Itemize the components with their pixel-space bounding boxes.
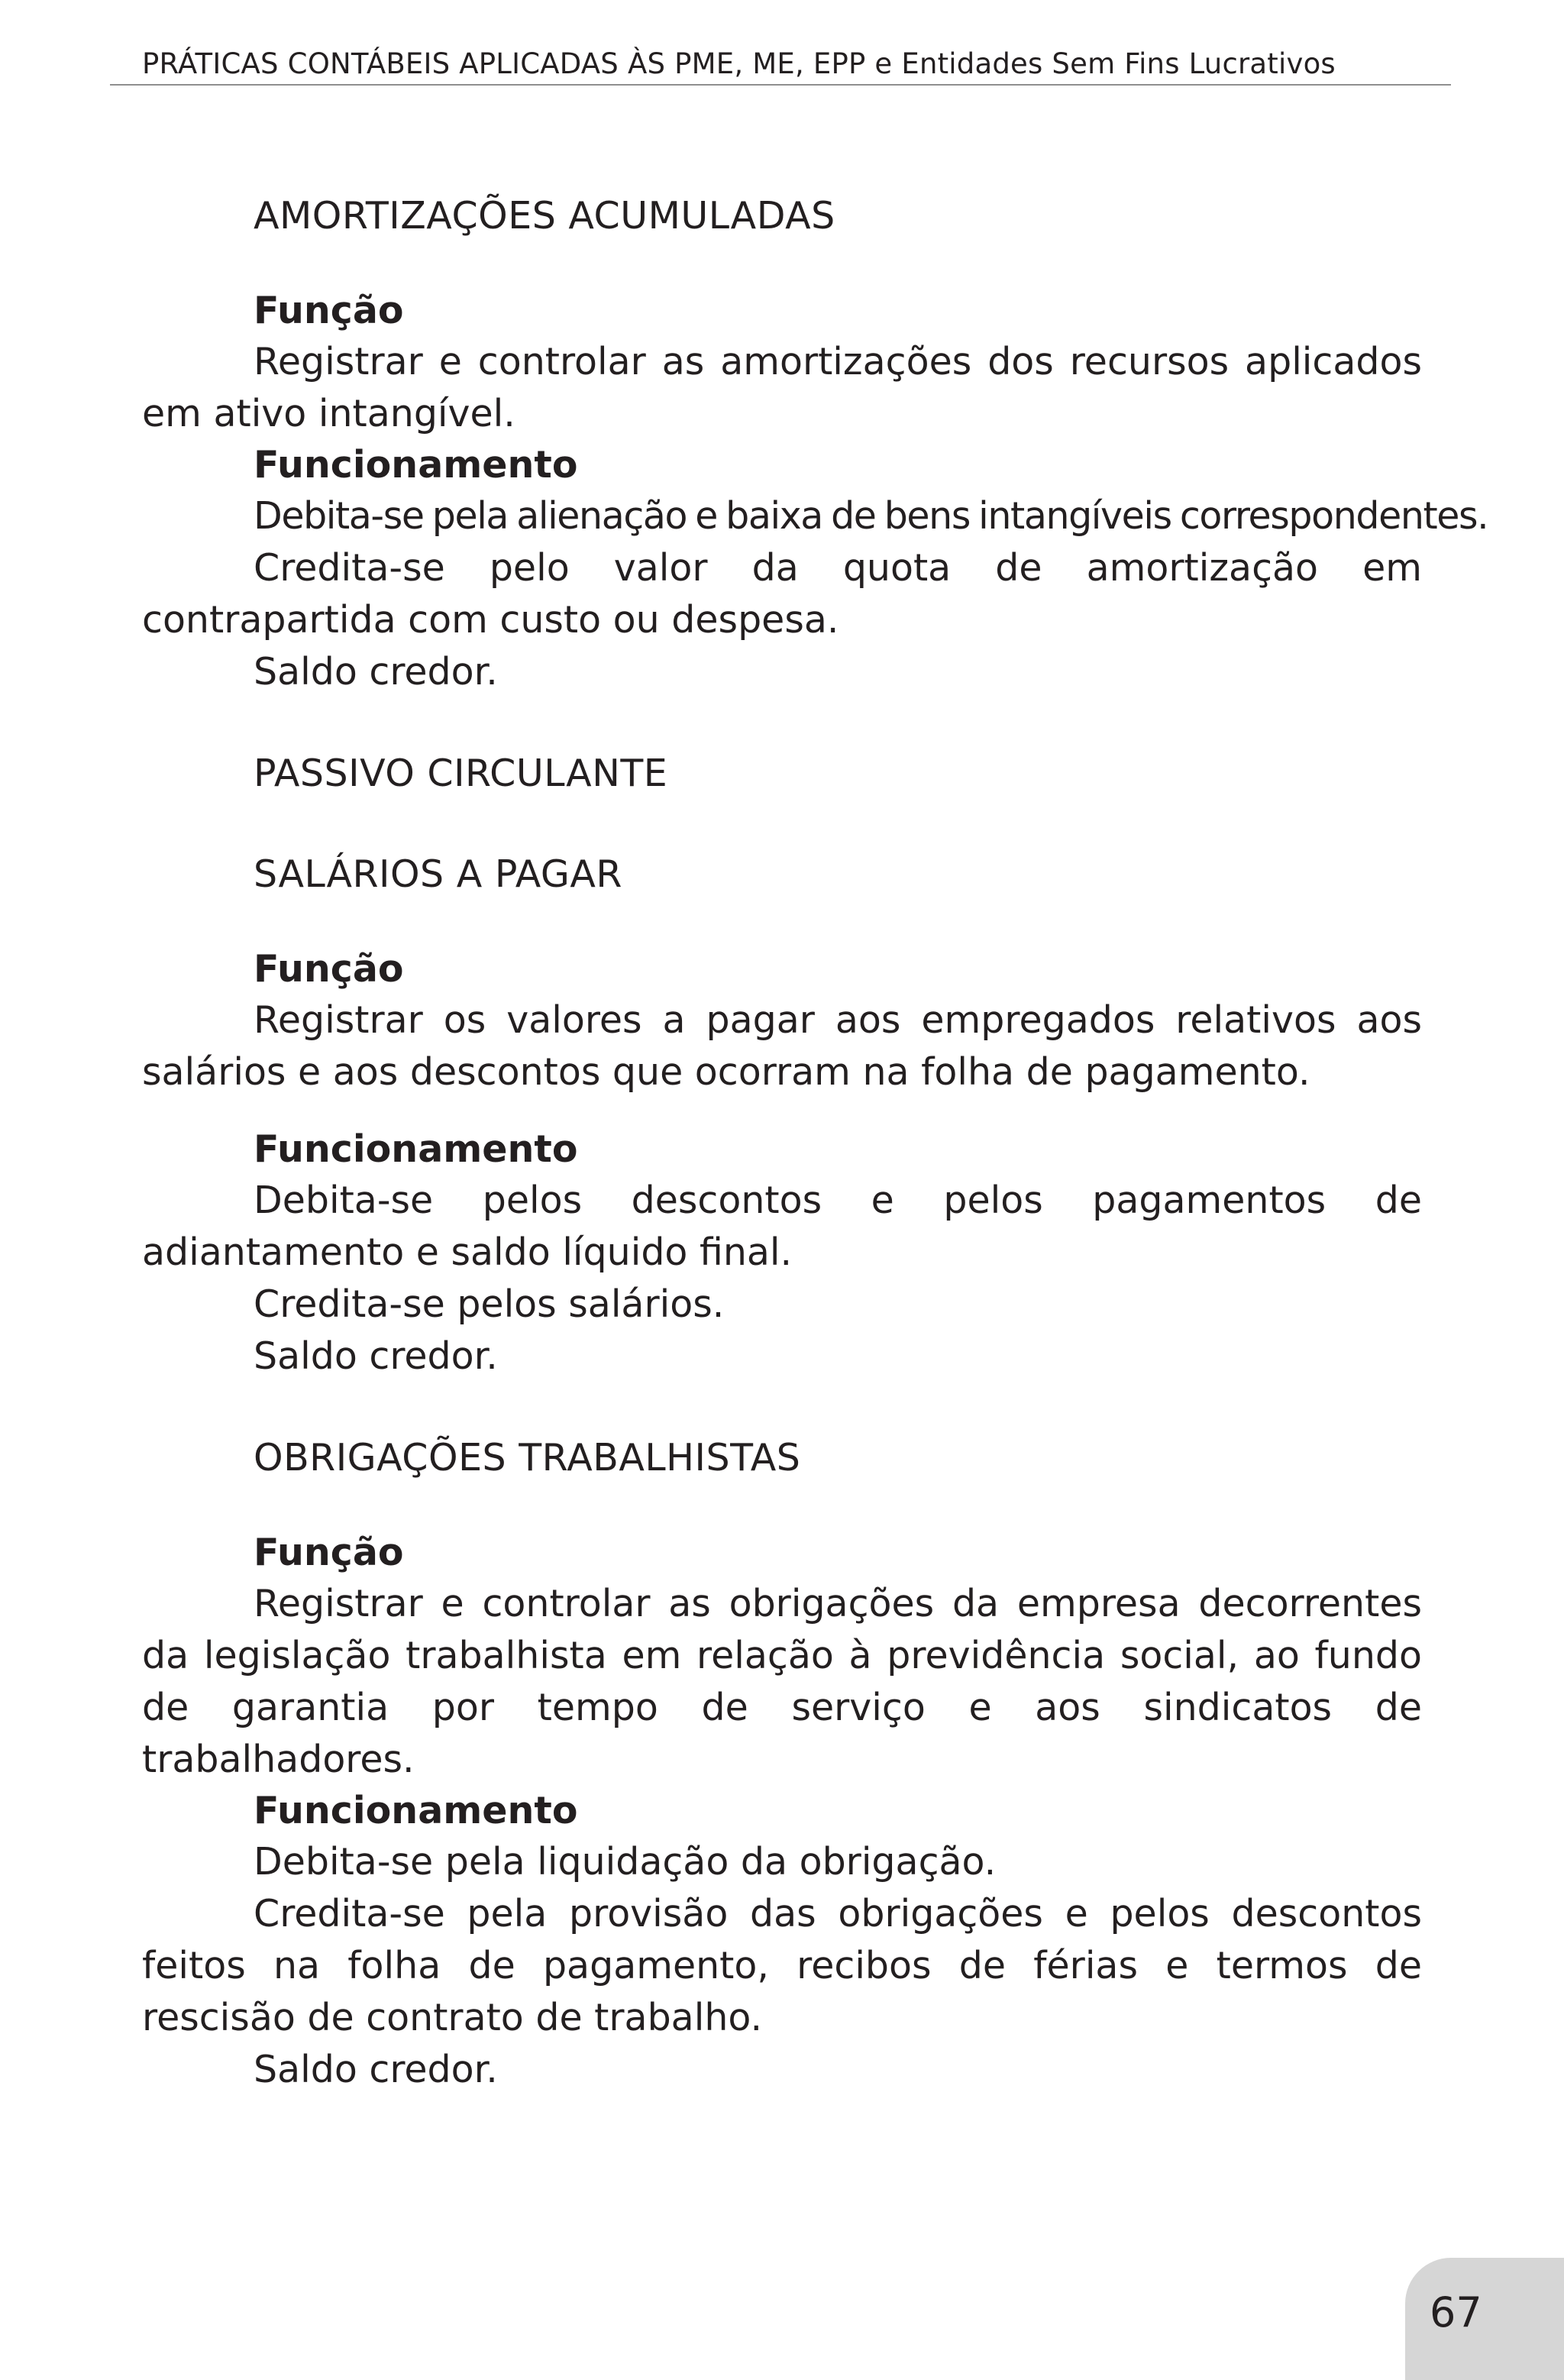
section-title-amortizacoes: AMORTIZAÇÕES ACUMULADAS	[254, 194, 835, 238]
funcionamento-paragraph: Credita-se pelo valor da quota de amortização em contrapartida com custo ou despesa.	[142, 546, 1422, 642]
section-title-obrigacoes-trabalhistas: OBRIGAÇÕES TRABALHISTAS	[254, 1436, 801, 1479]
running-header: PRÁTICAS CONTÁBEIS APLICADAS ÀS PME, ME, EPP e Entidades Sem Fins Lucrativos	[142, 47, 1336, 80]
header-divider	[110, 84, 1451, 86]
funcao-heading: Função	[254, 1531, 404, 1574]
funcionamento-paragraph: Saldo credor.	[254, 1334, 498, 1378]
funcao-paragraph: Registrar e controlar as amortizações dos recursos aplicados em ativo intangível.	[142, 340, 1422, 435]
funcionamento-heading: Funcionamento	[254, 443, 578, 487]
section-title-salarios-a-pagar: SALÁRIOS A PAGAR	[254, 852, 622, 896]
funcionamento-heading: Funcionamento	[254, 1789, 578, 1832]
funcao-heading: Função	[254, 289, 404, 332]
page-body	[142, 191, 1488, 2096]
funcionamento-paragraph: Saldo credor.	[254, 2048, 498, 2091]
funcionamento-paragraph: Credita-se pela provisão das obrigações e pelos descontos feitos na folha de pagamento, recibos de férias e termos de rescisão de contrato de trabalho.	[142, 1892, 1422, 2039]
funcao-paragraph: Registrar os valores a pagar aos empregados relativos aos salários e aos descontos que ocorram na folha de pagamento.	[142, 998, 1422, 1094]
funcao-heading: Função	[254, 947, 404, 991]
page-number: 67	[1430, 2288, 1482, 2336]
section-title-passivo-circulante: PASSIVO CIRCULANTE	[254, 752, 668, 795]
funcao-paragraph: Registrar e controlar as obrigações da empresa decorrentes da legislação trabalhista em relação à previdência social, ao fundo de garantia por tempo de serviço e aos sindicatos de trabalhadores.	[142, 1582, 1422, 1781]
funcionamento-paragraph: Debita-se pela liquidação da obrigação.	[254, 1840, 997, 1884]
funcionamento-paragraph: Debita-se pelos descontos e pelos pagamentos de adiantamento e saldo líquido final.	[142, 1179, 1422, 1274]
funcionamento-paragraph: Debita-se pela alienação e baixa de bens intangíveis correspondentes.	[254, 494, 1488, 538]
funcionamento-paragraph: Credita-se pelos salários.	[254, 1282, 725, 1326]
funcionamento-heading: Funcionamento	[254, 1127, 578, 1171]
funcionamento-paragraph: Saldo credor.	[254, 650, 498, 694]
